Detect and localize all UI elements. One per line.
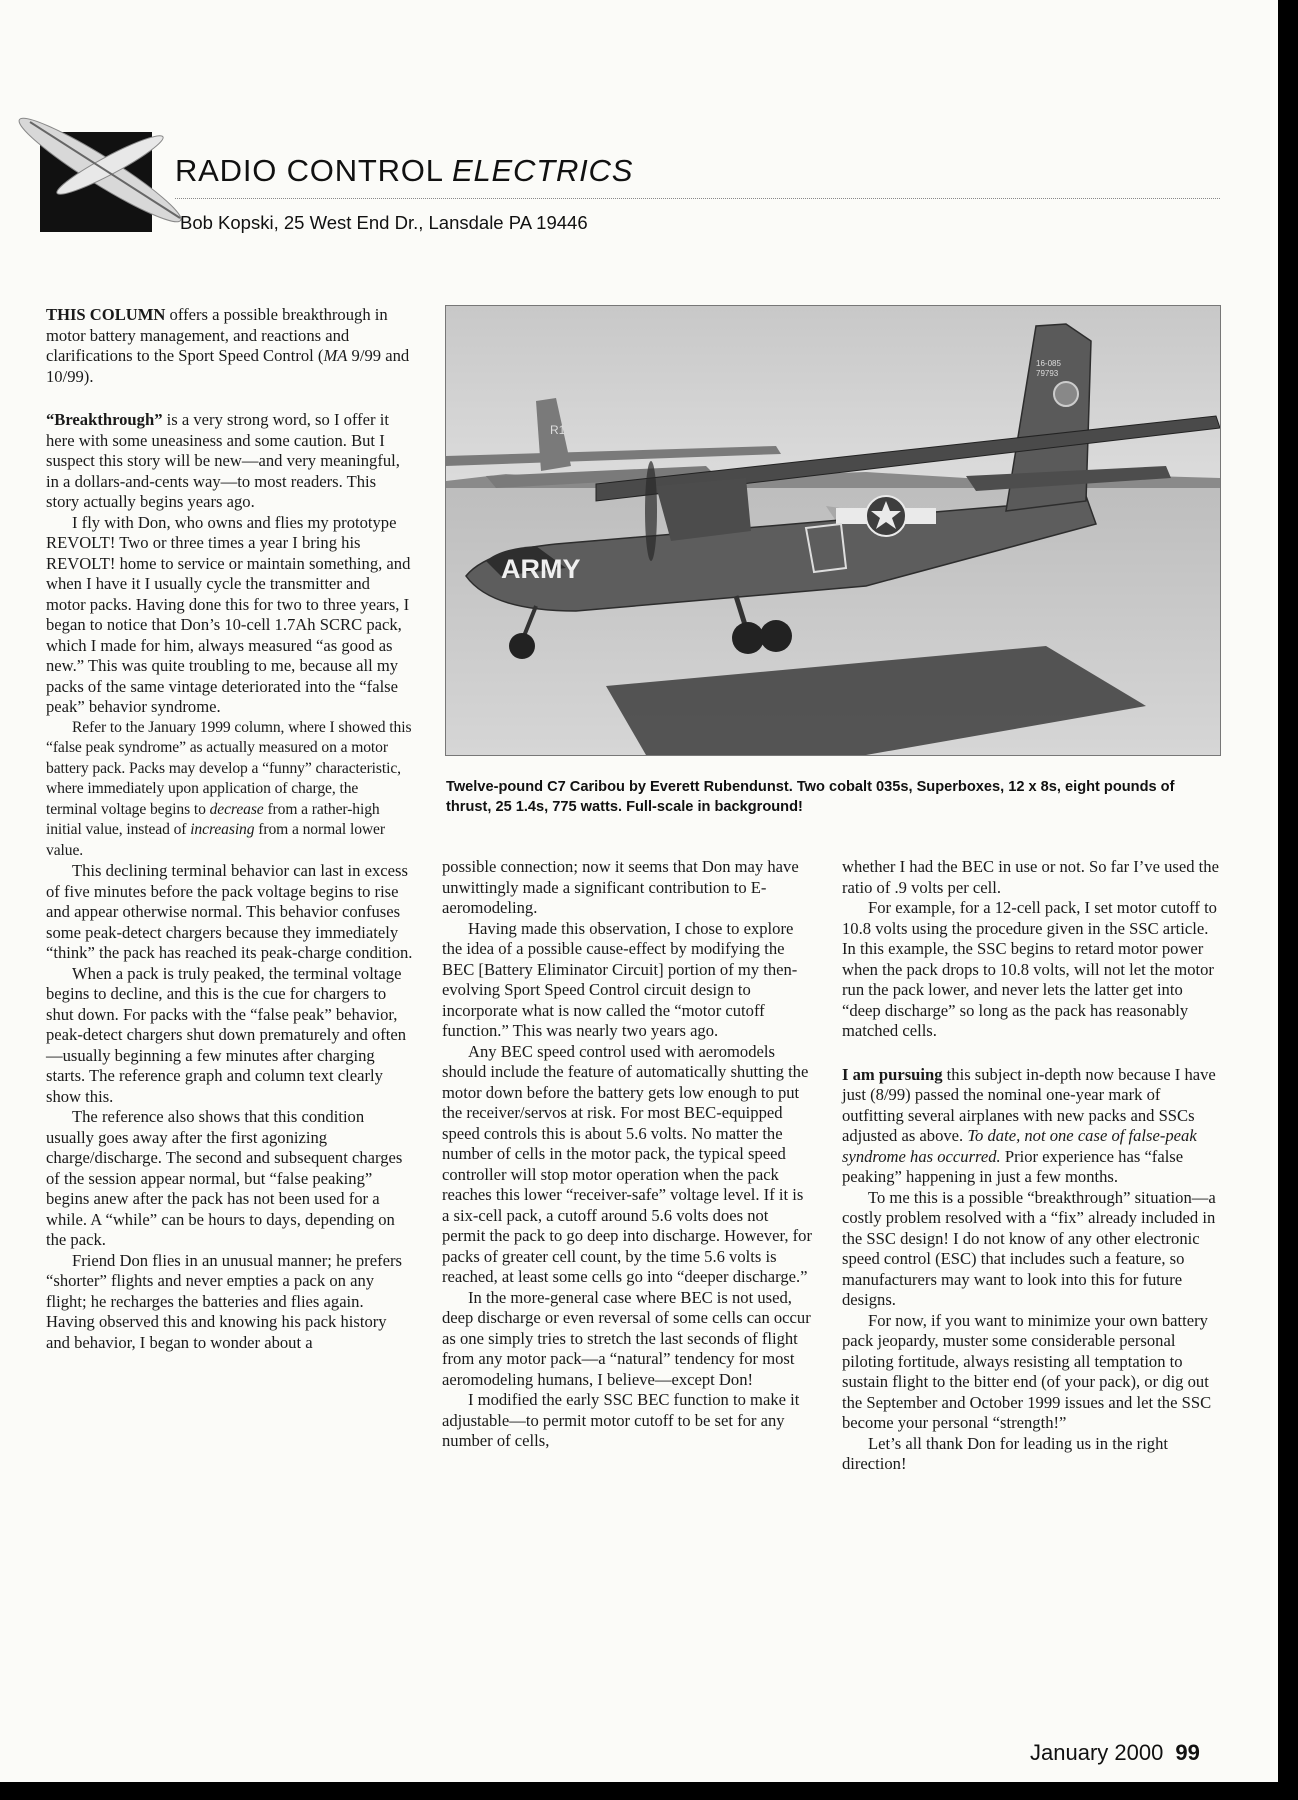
paragraph: Let’s all thank Don for leading us in the right direction! [842,1433,1169,1473]
paragraph: When a pack is truly peaked, the terminal voltage begins to decline, and this is the cue for chargers to shut down. For packs with the “false peak” behavior, peak-detect chargers shut down prematurely and often—usually beginning a few minutes after charging starts. The reference graph and column text clearly show this. [46,963,407,1106]
army-marking: ARMY [501,554,581,584]
paragraph: Any BEC speed control used with aeromodels should include the feature of automatically shutting the motor down before the battery gets low enough to put the receiver/servos at risk. For most BEC-equipped speed controls this is about 5.6 volts. No matter the number of cells in the motor pack, the typical speed controller will stop motor operation when the pack reaches this lower “receiver-safe” voltage level. If it is a six-cell pack, a cutoff around 5.6 volts does not permit the pack to go deep into discharge. However, for packs of greater cell count, by the time 5.6 volts is reached, at least some cells go into “deeper discharge.” [442,1041,812,1286]
paragraph: For now, if you want to minimize your own battery pack jeopardy, muster some considerable personal piloting fortitude, always resisting all temptation to sustain flight to the bitter end (of your pack), or dig out the September and October 1999 issues and let the SSC become your personal “strength!” [842,1310,1212,1432]
paragraph: Friend Don flies in an unusual manner; he prefers “shorter” flights and never empties a pack on any flight; he recharges the batteries and flies again. Having observed this and knowing his pack history and behavior, I began to wonder about a [46,1250,402,1352]
paragraph: Having made this observation, I chose to explore the idea of a possible cause-effect by modifying the BEC [Battery Eliminator Circuit] portion of my then-evolving Sport Speed Control circuit design to incorporate what is now called the “motor cutoff function.” This was nearly two years ago. [442,918,798,1040]
paragraph: THIS COLUMN offers a possible breakthrough in motor battery management, and reactions and clarifications to the Sport Speed Control (MA 9/99 and 10/99). [46,305,410,386]
paragraph: I am pursuing this subject in-depth now because I have just (8/99) passed the nominal one-year mark of outfitting several airplanes with new packs and SSCs adjusted as above. To date, not one case of false-peak syndrome has occurred. Prior experience has “false peaking” happening in just a few months. [842,1064,1216,1186]
paragraph: The reference also shows that this condition usually goes away after the first agonizing charge/discharge. The second and subsequent charges of the session appear normal, but “false peaking” begins anew after the pack has not been used for a while. A “while” can be hours to days, depending on the pack. [46,1107,403,1249]
paragraph: To me this is a possible “breakthrough” situation—a costly problem resolved with a “fix” already included in the SSC design! I do not know of any other electronic speed control (ESC) that includes such a feature, so manufacturers may want to look into this for future designs. [842,1187,1216,1309]
paragraph: I fly with Don, who owns and flies my prototype REVOLT! Two or three times a year I bring his REVOLT! home to service or maintain something, and when I have it I usually cycle the transmitter and motor packs. Having done this for two to three years, I began to notice that Don’s 10-cell 1.7Ah SCRC pack, which I made for him, always measured “as good as new.” This was quite troubling to me, because all my packs of the same vintage deteriorated into the “false peak” behavior syndrome. [46,512,411,716]
paragraph: I modified the early SSC BEC function to make it adjustable—to permit motor cutoff to be set for any number of cells, [442,1390,800,1450]
paragraph: “Breakthrough” is a very strong word, so I offer it here with some uneasiness and some caution. But I suspect this story will be new—and very meaningful, in a dollars-and-cents way—to most readers. This story actually begins years ago. [46,410,400,511]
svg-text:16-085: 16-085 [1036,359,1061,368]
author-byline: Bob Kopski, 25 West End Dr., Lansdale PA 19446 [180,212,588,233]
svg-text:R1: R1 [550,423,566,437]
paragraph: possible connection; now it seems that Don may have unwittingly made a significant contribution to E-aeromodeling. [442,857,799,917]
column-title: RADIO CONTROL ELECTRICS [175,153,634,188]
paragraph: This declining terminal behavior can last in excess of five minutes before the pack voltage begins to rise and appear otherwise normal. This behavior confuses some peak-detect chargers because they immediately “think” the pack has reached its peak-charge condition. [46,861,413,962]
text-column-2 [442,857,814,1452]
header-rule [175,198,1220,199]
paragraph: Refer to the January 1999 column, where I showed this “false peak syndrome” as actually measured on a motor battery pack. Packs may develop a “funny” characteristic, where immediately upon application of charge, the terminal voltage begins to decrease from a rather-high initial value, instead of increasing from a normal lower value. [46,718,412,859]
glider-logo-icon [10,110,190,235]
text-column-3 [842,857,1220,1475]
page-footer [1030,1740,1200,1766]
svg-text:79793: 79793 [1036,369,1059,378]
text-column-1 [46,305,413,1353]
scan-edge [1278,0,1298,1800]
page-number: 99 [1175,1740,1200,1765]
paragraph: whether I had the BEC in use or not. So far I’ve used the ratio of .9 volts per cell. [842,857,1219,897]
scan-edge [0,1782,1298,1800]
issue-date: January 2000 [1030,1740,1164,1765]
paragraph: For example, for a 12-cell pack, I set motor cutoff to 10.8 volts using the procedure given in the SSC article. In this example, the SSC begins to retard motor power when the pack drops to 10.8 volts, will not let the motor run the pack lower, and never lets the latter get into “deep discharge” so long as the pack has reasonably matched cells. [842,898,1217,1040]
photo-caption: Twelve-pound C7 Caribou by Everett Rubendunst. Two cobalt 035s, Superboxes, 12 x 8s, eight pounds of thrust, 25 1.4s, 775 watts. Full-scale in background! [446,779,1175,815]
caribou-photo [445,305,1221,756]
paragraph: In the more-general case where BEC is not used, deep discharge or even reversal of some cells can occur as one simply tries to stretch the last seconds of flight from any motor pack—a “natural” tendency for most aeromodeling humans, I believe—except Don! [442,1287,811,1389]
